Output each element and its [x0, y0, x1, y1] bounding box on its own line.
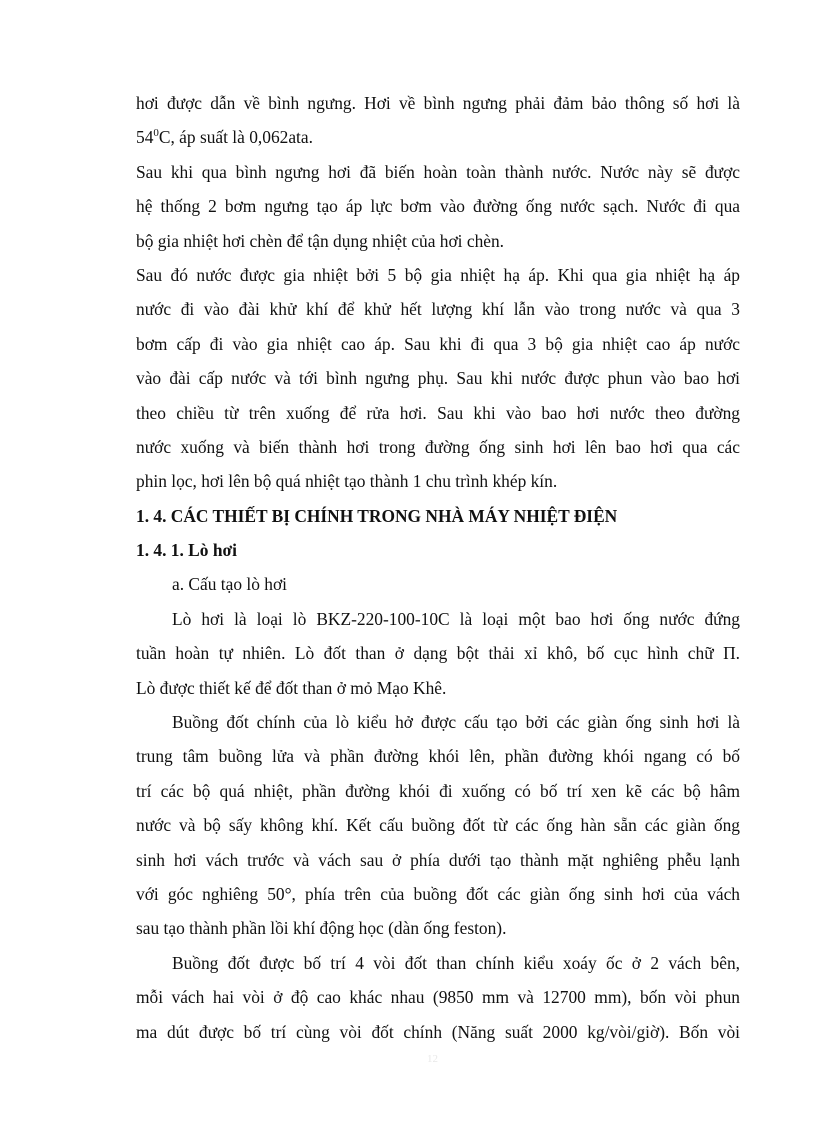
text-line: Lò hơi là loại lò BKZ-220-100-10C là loại một bao hơi ống nước đứng — [172, 608, 740, 629]
text-line: phin lọc, hơi lên bộ quá nhiệt tạo thành 1 chu trình khép kín. — [136, 471, 558, 492]
text-line: ma dút được bố trí cùng vòi đốt chính (Năng suất 2000 kg/vòi/giờ). Bốn vòi — [136, 1021, 740, 1042]
text-line: Lò được thiết kế để đốt than ở mỏ Mạo Khê. — [136, 677, 447, 698]
text-line: Buồng đốt được bố trí 4 vòi đốt than chính kiểu xoáy ốc ở 2 vách bên, — [172, 952, 740, 973]
text-line: với góc nghiêng 50°, phía trên của buồng đốt các giàn ống sinh hơi của vách — [136, 883, 740, 904]
text-line: nước đi vào đài khử khí để khử hết lượng khí lẫn vào trong nước và qua 3 — [136, 299, 740, 320]
text-line: mỗi vách hai vòi ở độ cao khác nhau (9850 mm và 12700 mm), bốn vòi phun — [136, 987, 740, 1008]
text-line: Buồng đốt chính của lò kiểu hở được cấu tạo bởi các giàn ống sinh hơi là — [172, 712, 740, 733]
text-line: sau tạo thành phần lồi khí động học (dàn ống feston). — [136, 918, 507, 939]
temperature-value: 54 — [136, 127, 154, 148]
text-line: trí các bộ quá nhiệt, phần đường khói đi xuống có bố trí xen kẽ các bộ hâm — [136, 780, 740, 801]
degree-superscript: 0 — [153, 127, 159, 140]
subsection-heading: 1. 4. 1. Lò hơi — [136, 540, 237, 561]
text-line: Sau khi qua bình ngưng hơi đã biến hoàn toàn thành nước. Nước này sẽ được — [136, 161, 740, 182]
text-line: theo chiều từ trên xuống để rửa hơi. Sau khi vào bao hơi nước theo đường — [136, 402, 740, 423]
text-line — [136, 120, 740, 154]
page-number: 12 — [427, 1053, 438, 1065]
text-line: hơi được dẫn về bình ngưng. Hơi về bình ngưng phải đảm bảo thông số hơi là — [136, 93, 740, 113]
text-line: bộ gia nhiệt hơi chèn để tận dụng nhiệt của hơi chèn. — [136, 230, 505, 251]
list-item-a: a. Cấu tạo lò hơi — [172, 574, 287, 595]
text-line: vào đài cấp nước và tới bình ngưng phụ. Sau khi nước được phun vào bao hơi — [136, 368, 740, 389]
text-line: trung tâm buồng lửa và phần đường khói lên, phần đường khói ngang có bố — [136, 746, 740, 767]
text-line: bơm cấp đi vào gia nhiệt cao áp. Sau khi đi qua 3 bộ gia nhiệt cao áp nước — [136, 333, 740, 354]
text-line: sinh hơi vách trước và vách sau ở phía dưới tạo thành mặt nghiêng phễu lạnh — [136, 849, 740, 870]
page-body — [136, 86, 740, 1049]
text-line: nước và bộ sấy không khí. Kết cấu buồng đốt từ các ống hàn sẵn các giàn ống — [136, 815, 740, 836]
text-line: nước xuống và biến thành hơi trong đường ống sinh hơi lên bao hơi qua các — [136, 436, 740, 457]
text-line: hệ thống 2 bơm ngưng tạo áp lực bơm vào đường ống nước sạch. Nước đi qua — [136, 196, 740, 217]
section-heading: 1. 4. CÁC THIẾT BỊ CHÍNH TRONG NHÀ MÁY NHIỆT ĐIỆN — [136, 505, 618, 526]
text-line: tuần hoàn tự nhiên. Lò đốt than ở dạng bột thải xỉ khô, bố cục hình chữ Π. — [136, 643, 740, 664]
text-fragment: C, áp suất là 0,062ata. — [158, 127, 313, 148]
text-line: Sau đó nước được gia nhiệt bởi 5 bộ gia nhiệt hạ áp. Khi qua gia nhiệt hạ áp — [136, 264, 740, 285]
